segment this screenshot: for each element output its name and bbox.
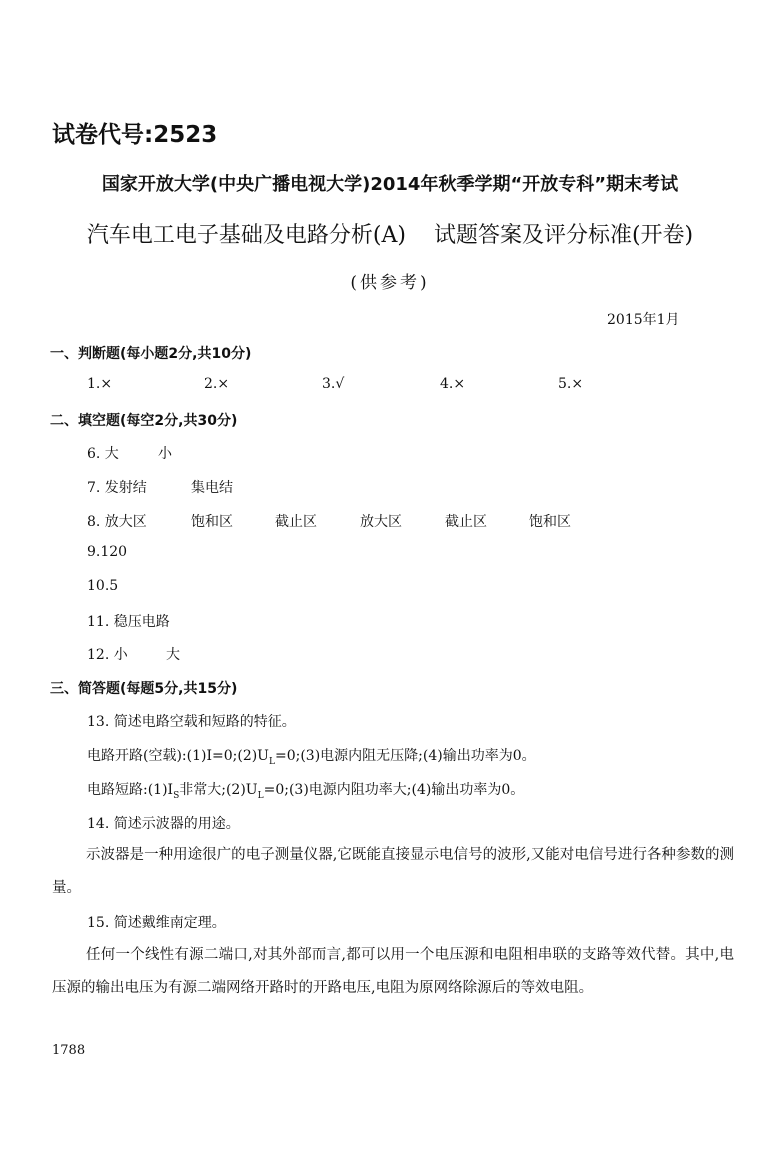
answer-1: 1.× xyxy=(87,376,113,392)
section-3-heading: 三、简答题(每题5分,共15分) xyxy=(50,681,238,697)
reference-note: (供参考) xyxy=(350,273,430,293)
section-1-heading: 一、判断题(每小题2分,共10分) xyxy=(50,346,252,362)
answer-6b: 小 xyxy=(158,446,172,462)
answer-7a: 7. 发射结 xyxy=(87,480,147,496)
page-number: 1788 xyxy=(52,1043,86,1058)
answer-7b: 集电结 xyxy=(191,480,233,496)
paper-code: 试卷代号:2523 xyxy=(52,122,218,148)
document-title xyxy=(0,218,780,249)
answer-6a: 6. 大 xyxy=(87,446,119,462)
answer-8a: 8. 放大区 xyxy=(87,514,147,530)
answer-15: 任何一个线性有源二端口,对其外部而言,都可以用一个电压源和电阻相串联的支路等效代替。其中,电压源的输出电压为有源二端网络开路时的开路电压,电阻为原网络除源后的等效电阻。 xyxy=(52,947,734,996)
answer-8c: 截止区 xyxy=(275,514,317,530)
answer-12a: 12. 小 xyxy=(87,647,128,663)
document-type: 试题答案及评分标准(开卷) xyxy=(433,223,694,248)
answer-13-short-circuit: 电路短路$:(1)I_S$非常大$;(2)U_L=0;(3)$电源内阻功率大;(4)输出功率为0。 xyxy=(87,782,525,801)
question-14: 14. 简述示波器的用途。 xyxy=(87,816,240,832)
answer-9: 9.120 xyxy=(87,544,128,560)
exam-date: 2015年1月 xyxy=(607,312,680,328)
answer-11: 11. 稳压电路 xyxy=(87,614,170,630)
answer-8b: 饱和区 xyxy=(191,514,233,530)
answer-5: 5.× xyxy=(558,376,584,392)
answer-2: 2.× xyxy=(204,376,230,392)
university-exam-line: 国家开放大学(中央广播电视大学)2014年秋季学期“开放专科”期末考试 xyxy=(101,174,679,195)
course-name: 汽车电工电子基础及电路分析(A) xyxy=(86,223,406,248)
answer-8d: 放大区 xyxy=(360,514,402,530)
section-2-heading: 二、填空题(每空2分,共30分) xyxy=(50,413,238,429)
answer-14: 示波器是一种用途很广的电子测量仪器,它既能直接显示电信号的波形,又能对电信号进行各种参数的测量。 xyxy=(52,847,734,896)
answer-13-open-circuit: 电路开路(空载)$:(1)I=0;(2)U_L=0;(3)$电源内阻无压降;(4)输出功率为0。 xyxy=(87,748,536,767)
answer-10: 10.5 xyxy=(87,578,119,594)
answer-3: 3.√ xyxy=(322,376,345,392)
answer-8e: 截止区 xyxy=(445,514,487,530)
answer-12b: 大 xyxy=(166,647,180,663)
question-13: 13. 简述电路空载和短路的特征。 xyxy=(87,714,296,730)
question-15: 15. 简述戴维南定理。 xyxy=(87,915,226,931)
answer-8f: 饱和区 xyxy=(529,514,571,530)
answer-4: 4.× xyxy=(440,376,466,392)
